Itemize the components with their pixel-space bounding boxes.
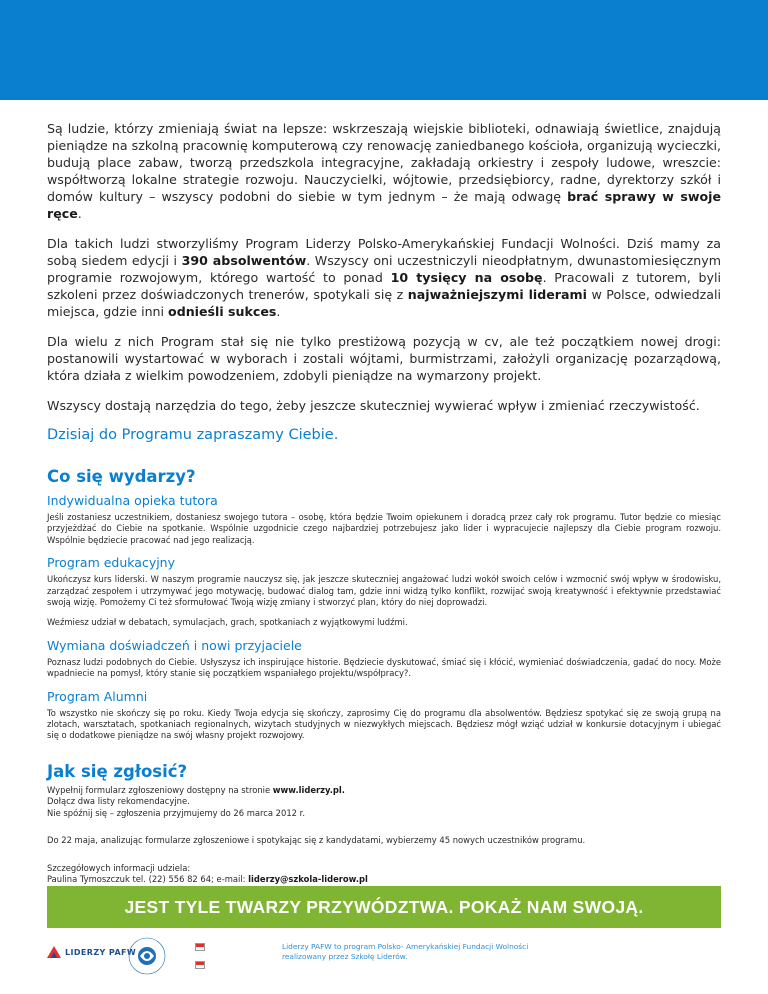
liderzy-logo-icon — [47, 946, 61, 958]
intro-paragraph-4: Wszyscy dostają narzędzia do tego, żeby jeszcze skuteczniej wywierać wpływ i zmieniać rzeczywistość. — [47, 398, 700, 413]
selection-note: Do 22 maja, analizując formularze zgłoszeniowe i spotykając się z kandydatami, wybierzemy 45 nowych uczestników programu. — [47, 835, 586, 846]
liderzy-logo: LIDERZY PAFW — [47, 946, 136, 958]
section-heading-apply: Jak się zgłosić? — [47, 761, 188, 781]
header-band — [0, 0, 768, 100]
emphasis: 390 absolwentów — [181, 253, 307, 268]
subheading-education: Program edukacyjny — [47, 555, 176, 571]
contact-email-link[interactable]: liderzy@szkola-liderow.pl — [248, 873, 368, 884]
intro-paragraph-1: Są ludzie, którzy zmieniają świat na lepsze: wskrzeszają wiejskie biblioteki, odnawiają świetlice, znajdują pieniądze na szkolną pracownię komputerową czy renowację zaniedbanego kościoła, organizują wycieczki, budują place zabaw, tworzą przedszkola integracyjne, zakładają orkiestry i zespoły ludowe, wreszcie: współtworzą lokalne strategie rozwoju. Nauczycielki, wójtowie, przedsiębiorcy, radne, dyrektorzy szkół i domów kultury – wszyscy podobni do siebie w tym jednym – że mają odwagę brać sprawy w swoje ręce. — [47, 121, 721, 221]
footer-note: Liderzy PAFW to program Polsko- Amerykańskiej Fundacji Wolności realizowany przez Szkołę Liderów. — [282, 942, 529, 961]
main-content — [47, 120, 721, 901]
exchange-paragraph: Poznasz ludzi podobnych do Ciebie. Usłyszysz ich inspirujące historie. Będziecie dyskutować, śmiać się i kłócić, wymieniać doświadczenia, gadać do nocy. Może wpadniecie na pomysł, który stanie się początkiem wspaniałego projektu/współpracy?. — [47, 656, 721, 679]
tutor-paragraph: Jeśli zostaniesz uczestnikiem, dostaniesz swojego tutora – osobę, która będzie Twoim opiekunem i doradcą przez cały rok programu. Tutor będzie co miesiąc przyjeżdżać do Ciebie na spotkanie. Wspólnie uzgodnicie czego najbardziej potrzebujesz jako lider i wypracujecie najlepszy dla Ciebie program rozwoju. Wspólnie będziecie pracować nad jego realizacją. — [47, 512, 721, 545]
subheading-exchange: Wymiana doświadczeń i nowi przyjaciele — [47, 637, 302, 653]
intro-paragraph-3: Dla wielu z nich Program stał się nie tylko prestiżową pozycją w cv, ale też początkiem nowej drogi: postanowili wystartować w wyborach i zostali wójtami, burmistrzami, założyli organizację pozarządową, która działa z wielkim powodzeniem, zdobyli pieniądze na wymarzony projekt. — [47, 334, 721, 383]
apply-step-3: Nie spóźnij się – zgłoszenia przyjmujemy do 26 marca 2012 r. — [47, 807, 305, 818]
pafw-logo-icon — [195, 938, 235, 956]
szkola-liderow-seal-icon — [127, 936, 167, 976]
emphasis: odnieśli sukces — [168, 304, 277, 319]
emphasis: brać sprawy w swoje ręce — [47, 189, 721, 221]
partner-logo-icon — [195, 956, 235, 974]
contact-info: Szczegółowych informacji udziela: Paulina Tymoszczuk tel. (22) 556 82 64; e-mail: liderzy@szkola-liderow.pl — [47, 863, 721, 886]
subheading-tutor: Indywidualna opieka tutora — [47, 493, 218, 508]
partner-logos — [195, 938, 235, 974]
contact-label: Szczegółowych informacji udziela: — [47, 862, 191, 873]
website-link[interactable]: www.liderzy.pl. — [272, 784, 345, 795]
section-heading-what: Co się wydarzy? — [47, 467, 196, 486]
subheading-alumni: Program Alumni — [47, 688, 148, 704]
apply-steps: Wypełnij formularz zgłoszeniowy dostępny na stronie www.liderzy.pl. Dołącz dwa listy rekomendacyjne. Nie spóźnij się – zgłoszenia przyjmujemy do 26 marca 2012 r. — [47, 785, 721, 819]
footer — [47, 938, 721, 978]
education-paragraph-1: Ukończysz kurs liderski. W naszym programie nauczysz się, jak jeszcze skuteczniej angażować ludzi wokół swoich celów i wzmocnić swój wpływ w środowisku, zarządzać zespołem i utrzymywać jego motywację, budować dialog tam, gdzie inni widzą tylko konflikt, rozwijać swoją kreatywność i efektywnie przedstawiać swoją wizję. Pomożemy Ci też sformułować Twoją wizję zmiany i stworzyć plan, który do niej doprowadzi. — [47, 574, 721, 608]
alumni-paragraph: To wszystko nie skończy się po roku. Kiedy Twoja edycja się skończy, zaprosimy Cię do programu dla absolwentów. Będziesz spotykać się ze swoją grupą na zlotach, warsztatach, spotkaniach regionalnych, wizytach studyjnych w niezwykłych miejscach. Będziesz mógł wziąć udział w konkursie dotacyjnym i ubiegać się o dodatkowe pieniądze na swój własny projekt rozwojowy. — [47, 707, 721, 741]
intro-paragraph-2: Dla takich ludzi stworzyliśmy Program Liderzy Polsko-Amerykańskiej Fundacji Wolności. Dziś mamy za sobą siedem edycji i 390 absolwentów. Wszyscy oni uczestniczyli nieodpłatnym, dwunastomiesięcznym programie rozwojowym, którego wartość to ponad 10 tysięcy na osobę. Pracowali z tutorem, byli szkoleni przez doświadczonych trenerów, spotykali się z najważniejszymi liderami w Polsce, odwiedzali miejsca, gdzie inni odnieśli sukces. — [47, 236, 721, 319]
education-paragraph-2: Weźmiesz udział w debatach, symulacjach, grach, spotkaniach z wyjątkowymi ludźmi. — [47, 617, 408, 628]
apply-step-2: Dołącz dwa listy rekomendacyjne. — [47, 796, 190, 807]
emphasis: najważniejszymi liderami — [407, 287, 587, 302]
slogan-banner: JEST TYLE TWARZY PRZYWÓDZTWA. POKAŻ NAM SWOJĄ. — [47, 886, 721, 928]
emphasis: 10 tysięcy na osobę — [390, 270, 543, 285]
invitation-text: Dzisiaj do Programu zapraszamy Ciebie. — [47, 427, 339, 443]
